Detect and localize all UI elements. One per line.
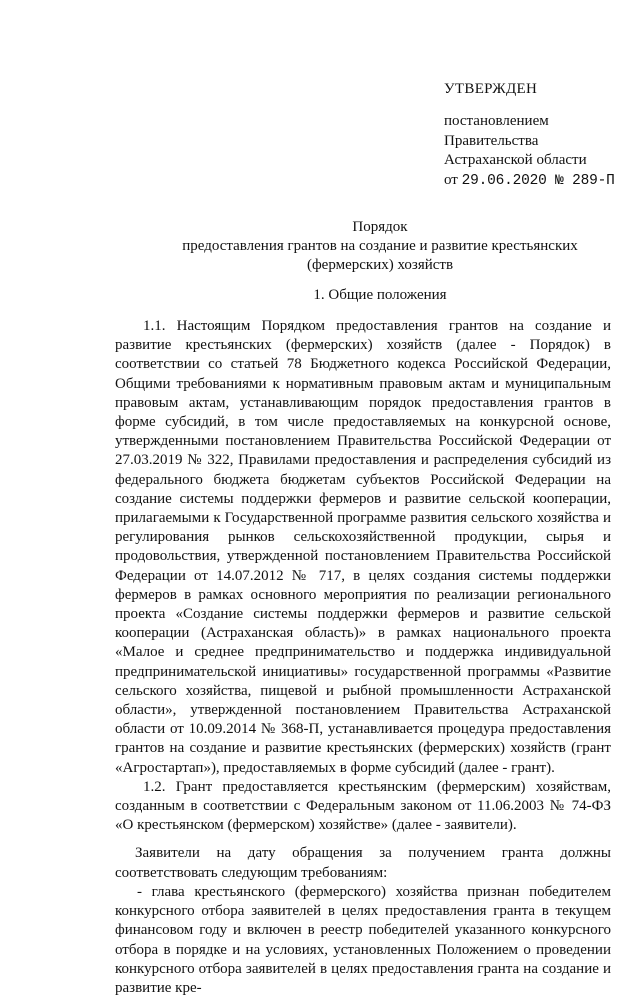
approval-date-stamp: 29.06.2020 № 289-П (461, 172, 615, 189)
paragraph-1-2: 1.2. Грант предоставляется крестьянским (фермерским) хозяйствам, созданным в соответствии с Федеральным законом от 11.06.2003 № 74-ФЗ «О крестьянском (фермерском) хозяйстве» (далее - заявители). (115, 778, 611, 834)
approval-date-prefix: от (444, 171, 458, 188)
section-heading: 1. Общие положения (313, 287, 447, 303)
title-line-1: Порядок (352, 219, 408, 235)
approval-line-1: постановлением (444, 113, 549, 129)
document-body (115, 317, 611, 998)
approval-title: УТВЕРЖДЕН (444, 81, 538, 97)
paragraph-1-1: 1.1. Настоящим Порядком предоставления грантов на создание и развитие крестьянских (фермерских) хозяйств (далее - Порядок) в соответствии со статьей 78 Бюджетного кодекса Российской Федерации, Общими требованиями к нормативным правовым актам и муниципальным правовым актам, устанавливающим порядок предоставления грантов в форме субсидий, в том числе предоставляемых на конкурсной основе, утвержденными постановлением Правительства Российской Федерации от 27.03.2019 № 322, Правилами предоставления и распределения субсидий из федерального бюджета бюджетам субъектов Российской Федерации на создание системы поддержки фермеров и развитие сельской кооперации, прилагаемыми к Государственной программе развития сельского хозяйства и регулирования рынков сельскохозяйственной продукции, сырья и продовольствия, утвержденной постановлением Правительства Российской Федерации от 14.07.2012 № 717, в целях создания системы поддержки фермеров в рамках основного мероприятия по реализации регионального проекта «Создание системы поддержки фермеров и развитие сельской кооперации (Астраханская область)» в рамках национального проекта «Малое и среднее предпринимательство и поддержка индивидуальной предпринимательской инициативы» государственной программы «Развитие сельского хозяйства, пищевой и рыбной промышленности Астраханской области», утвержденной постановлением Правительства Астраханской области от 10.09.2014 № 368-П, устанавливается процедура предоставления грантов на создание и развитие крестьянских (фермерских) хозяйств (грант «Агростартап»), предоставляемых в форме субсидий (далее - грант). (115, 318, 611, 776)
approval-line-2: Правительства (444, 132, 539, 149)
approval-line-3: Астраханской области (444, 152, 587, 168)
paragraph-requirements-intro: Заявители на дату обращения за получением гранта должны соответствовать следующим требованиям: (115, 845, 611, 881)
paragraph-requirement-1: - глава крестьянского (фермерского) хозяйства признан победителем конкурсного отбора заявителей в целях предоставления гранта в текущем финансовом году и включен в реестр победителей указанного конкурсного отбора в порядке и на условиях, установленных Положением о проведении конкурсного отбора заявителей в целях предоставления гранта на создание и развитие кре- (115, 883, 611, 996)
approval-date-line (444, 171, 634, 192)
title-line-3: (фермерских) хозяйств (306, 257, 454, 273)
approval-block (444, 79, 634, 191)
title-line-2: предоставления грантов на создание и развитие крестьянских (182, 238, 578, 254)
document-title (120, 218, 640, 275)
